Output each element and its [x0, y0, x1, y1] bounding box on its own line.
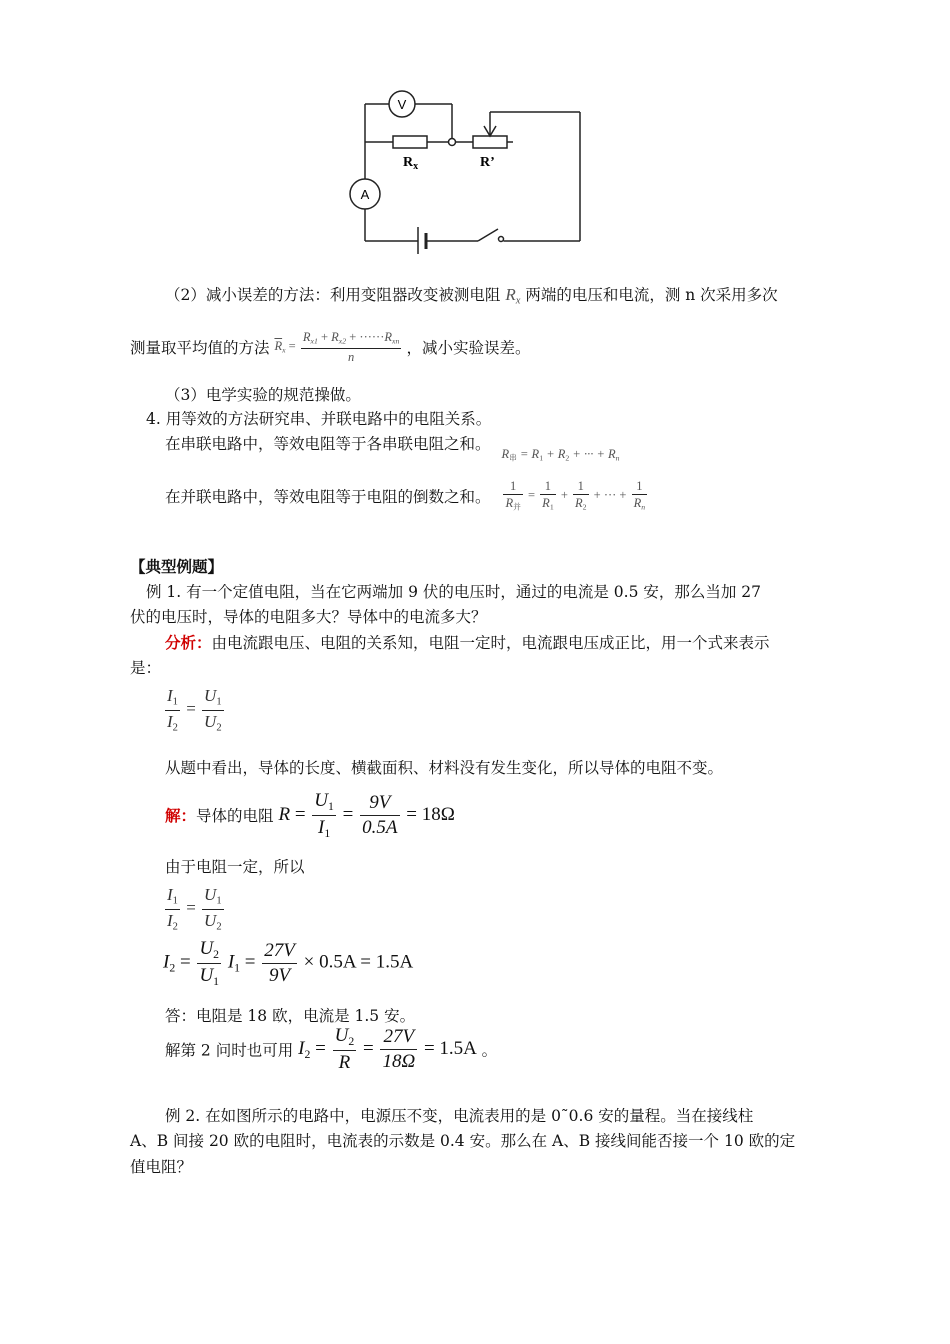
sol-u1-sub: 1 [328, 800, 334, 814]
cur-eq1: = [179, 951, 191, 973]
avg-fraction [301, 330, 402, 364]
sol-i1: I [318, 816, 325, 838]
prop2-eq: = [186, 898, 196, 918]
current-formula [163, 938, 413, 988]
solution-label: 解： [165, 806, 197, 826]
example1-solution [165, 790, 455, 840]
par-2-r: R [575, 496, 583, 511]
avg-lhs-main: $\overline{R}$ [274, 338, 283, 353]
cur-frac-values [262, 940, 297, 987]
par-n-num: 1 [632, 479, 648, 495]
cur-u1-sub: 1 [213, 974, 220, 988]
method2-line2-post: ，减小实验误差。 [406, 339, 531, 357]
cur-eq2: = [244, 951, 256, 973]
cur-27v: 27V [262, 940, 297, 964]
par-2-sub: 2 [582, 503, 587, 513]
parallel-line [165, 479, 649, 513]
alt-pre: 解第 2 问时也可用 [165, 1041, 294, 1060]
avg-num-b-sub: x2 [338, 336, 347, 346]
prop1-u1-sub: 1 [216, 696, 222, 708]
series-lhs: R [501, 447, 510, 461]
par-1-r: R [542, 496, 550, 511]
prop1-u2: U [204, 711, 217, 731]
prop1-i2: I [167, 711, 173, 731]
series-line [165, 432, 620, 463]
method2-line1-post: 两端的电压和电流，测 n 次采用多次 [525, 286, 778, 304]
cur-u2-sub: 2 [213, 948, 220, 962]
sol-05a: 0.5A [362, 816, 398, 838]
switch-blade [478, 229, 498, 241]
prop1-eq: = [186, 699, 196, 719]
avg-numerator [301, 330, 402, 349]
par-frac-2 [573, 479, 589, 513]
example1-alt-method [165, 1025, 497, 1074]
series-r1-sub: 1 [539, 453, 544, 463]
par-1-den [540, 495, 556, 513]
prop2-u1-sub: 1 [216, 895, 222, 907]
par-n-r: R [633, 496, 642, 511]
par-frac-1 [540, 479, 556, 513]
series-plus1: + R [543, 447, 566, 461]
prop2-i2: I [167, 910, 173, 930]
solution-text: 导体的电阻 [196, 807, 274, 826]
analysis-label: 分析： [165, 633, 212, 652]
par-total-num: 1 [503, 479, 522, 495]
series-lhs-sub: 串 [509, 453, 517, 463]
series-text: 在串联电路中，等效电阻等于各串联电阻之和。 [165, 435, 491, 453]
rheostat-r-prime [473, 136, 507, 148]
example2-line2: A、B 间接 20 欧的电阻时，电流表的示数是 0.4 安。那么在 A、B 接线间能否接一个 10 欧的定 [130, 1132, 796, 1150]
prop1-frac-u [202, 686, 224, 735]
rx-label-sub: x [413, 161, 419, 172]
cur-u2: U [199, 938, 214, 959]
alt-end: 。 [481, 1041, 498, 1060]
rx-symbol-sub: x [515, 295, 521, 307]
prop2-frac-i [165, 885, 180, 934]
example1-analysis-line1 [165, 631, 770, 653]
alt-eq1: = [315, 1037, 326, 1059]
par-frac-total [503, 479, 522, 513]
avg-num-c: R [384, 330, 393, 344]
sol-r: R [278, 803, 291, 825]
parallel-formula [501, 479, 649, 513]
avg-denominator: n [347, 349, 355, 364]
alt-27v: 27V [380, 1026, 417, 1050]
resistor-rx [393, 136, 427, 148]
prop2-frac-u [202, 885, 224, 934]
avg-lhs [274, 339, 282, 353]
prop2-i1: I [167, 885, 173, 904]
sol-u1: U [314, 790, 329, 811]
cur-i1-sub: 1 [234, 961, 241, 975]
cur-result: × 0.5A = 1.5A [303, 951, 414, 973]
method2-line1 [165, 283, 778, 307]
sol-frac-ui [312, 790, 336, 840]
example2-line1: 例 2. 在如图所示的电路中，电源压不变，电流表用的是 0˜0.6 安的量程。当在接线柱 [165, 1107, 754, 1125]
par-total-sub: 并 [513, 503, 521, 513]
rx-symbol [505, 285, 521, 307]
sol-result: = 18Ω [406, 803, 455, 825]
sol-9v: 9V [360, 792, 399, 816]
prop2-u2-sub: 2 [216, 921, 222, 933]
par-1-num: 1 [540, 479, 556, 495]
avg-num-plus: + [317, 330, 332, 344]
junction-node [449, 139, 456, 146]
par-2-den [573, 495, 589, 513]
sol-i1-sub: 1 [324, 826, 331, 840]
alt-u2: U [334, 1025, 349, 1046]
example1-analysis-line2: 是： [130, 659, 162, 677]
analysis-text: 由电流跟电压、电阻的关系知，电阻一定时，电流跟电压成正比，用一个式来表示 [211, 634, 770, 652]
prop1-i1: I [167, 686, 173, 705]
alt-u2-sub: 2 [348, 1035, 355, 1049]
par-total-r: R [505, 496, 514, 511]
r-prime-label: R’ [480, 155, 495, 170]
par-2-num: 1 [573, 479, 589, 495]
cur-i2-sub: 2 [169, 961, 176, 975]
alt-result: = 1.5A [423, 1037, 477, 1059]
sol-frac-values [360, 792, 399, 839]
prop1-frac-i [165, 686, 180, 735]
cur-i2: I [163, 951, 170, 973]
sol-eq2: = [342, 803, 354, 825]
alt-i2-sub: 2 [304, 1047, 311, 1061]
sol-eq1: = [294, 803, 306, 825]
cur-u1: U [199, 964, 214, 986]
example1-question-line1: 例 1. 有一个定值电阻，当在它两端加 9 伏的电压时，通过的电流是 0.5 安，那么当加 27 [146, 583, 762, 601]
proportion-formula-2 [163, 885, 226, 934]
alt-frac-values [380, 1026, 417, 1073]
series-formula [501, 447, 619, 461]
avg-eq: = [288, 338, 296, 353]
prop2-i2-sub: 2 [172, 921, 178, 933]
method2-line2-pre: 测量取平均值的方法 [130, 339, 270, 357]
prop1-i2-sub: 2 [172, 722, 178, 734]
alt-frac-ur [333, 1025, 357, 1074]
avg-num-c-sub: xn [392, 336, 400, 346]
par-n-den [632, 495, 648, 513]
alt-i2: I [298, 1037, 305, 1059]
cur-frac-u [197, 938, 221, 988]
voltmeter-label: V [397, 97, 407, 112]
series-plus2: + ··· + R [569, 447, 616, 461]
prop2-u2: U [204, 910, 217, 930]
example1-observation: 从题中看出，导体的长度、横截面积、材料没有发生变化，所以导体的电阻不变。 [165, 759, 724, 777]
par-1-sub: 1 [549, 503, 554, 513]
example1-since: 由于电阻一定，所以 [165, 858, 305, 876]
avg-lhs-sub: x [282, 345, 286, 355]
ammeter-label: A [360, 187, 370, 202]
method2-line1-pre: （2）减小误差的方法：利用变阻器改变被测电阻 [165, 286, 501, 304]
par-eq: = [527, 487, 536, 502]
par-n-sub: n [641, 503, 646, 513]
par-plus: + [560, 487, 568, 502]
proportion-formula-1 [163, 686, 226, 735]
prop2-i1-sub: 1 [172, 895, 178, 907]
rx-symbol-main: R [505, 285, 516, 304]
series-rhs: = R [519, 447, 540, 461]
method2-line2 [130, 330, 531, 364]
cur-i1: I [227, 951, 235, 973]
item4-title: 4. 用等效的方法研究串、并联电路中的电阻关系。 [146, 410, 492, 428]
switch-contact [499, 237, 504, 242]
example2-line3: 值电阻？ [130, 1158, 193, 1176]
alt-r: R [338, 1051, 351, 1073]
circuit-diagram [340, 84, 600, 254]
average-formula [274, 330, 406, 364]
series-rn-sub: n [615, 453, 620, 463]
par-frac-n [632, 479, 648, 513]
resistance-formula [278, 790, 455, 840]
examples-heading: 【典型例题】 [130, 557, 224, 576]
method3-line: （3）电学实验的规范操做。 [165, 386, 361, 404]
avg-num-a: R [302, 330, 311, 344]
prop2-u1: U [204, 885, 217, 904]
avg-num-b: R [331, 330, 339, 344]
avg-num-a-sub: x1 [310, 336, 318, 346]
alt-eq2: = [362, 1037, 374, 1059]
cur-9v: 9V [269, 964, 291, 986]
prop1-u1: U [204, 686, 217, 705]
par-total-den [503, 495, 522, 513]
parallel-text: 在并联电路中，等效电阻等于电阻的倒数之和。 [165, 488, 491, 506]
prop1-i1-sub: 1 [172, 696, 178, 708]
par-dots-plus: + ··· + [593, 487, 627, 502]
example1-answer: 答：电阻是 18 欧，电流是 1.5 安。 [165, 1007, 416, 1025]
series-r2-sub: 2 [565, 453, 570, 463]
rx-label-main: R [403, 155, 414, 170]
example1-question-line2: 伏的电压时，导体的电阻多大？导体中的电流多大？ [130, 608, 487, 626]
rx-label [403, 155, 418, 172]
avg-num-dots: + ······ [346, 330, 385, 344]
alt-18ohm: 18Ω [382, 1050, 416, 1072]
prop1-u2-sub: 2 [216, 722, 222, 734]
